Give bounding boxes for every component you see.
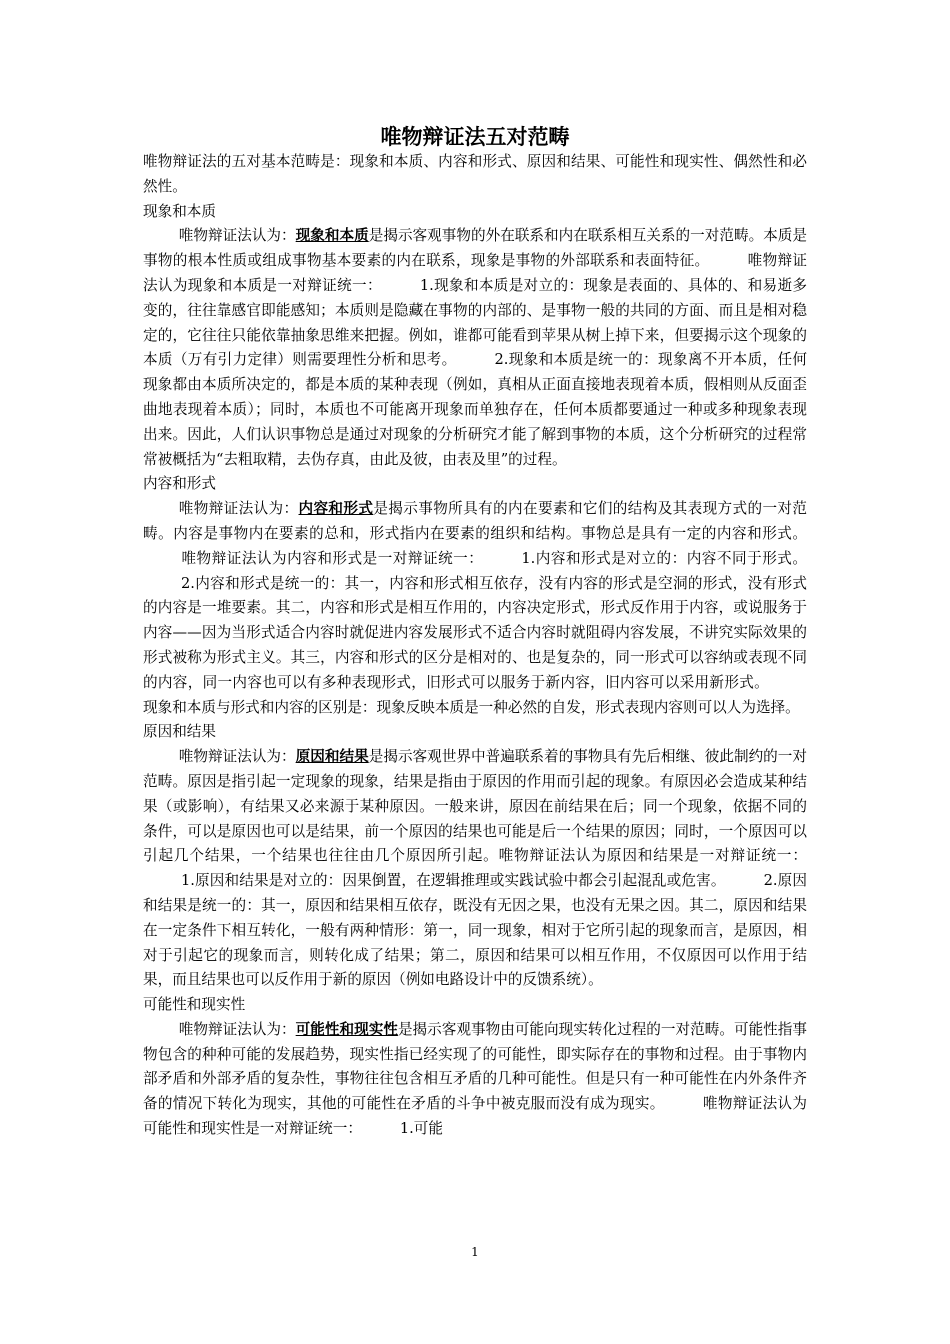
section-heading-cause-effect: 原因和结果: [143, 723, 216, 741]
section-heading-phenomenon-essence: 现象和本质: [143, 202, 216, 220]
section-heading-content-form: 内容和形式: [143, 475, 216, 493]
paragraph-segment: 1.原因和结果是对立的：因果倒置，在逻辑推理或实践试验中都会引起混乱或危害。: [180, 872, 726, 890]
paragraph-segment: 现象和本质与形式和内容的区别是：现象反映本质是一种必然的自发，形式表现内容则可以人为选择。: [143, 698, 800, 716]
key-term: 可能性和现实性: [295, 1020, 398, 1038]
section-lead: 唯物辩证法认为：: [178, 227, 296, 245]
paragraph-segment: 2.内容和形式是统一的：其一，内容和形式相互依存，没有内容的形式是空洞的形式，没有形式的内容是一堆要素。其二，内容和形式是相互作用的，内容决定形式，形式反作用于内容，或说服务于内容——因为当形式适合内容时就促进内容发展形式不适合内容时就阻碍内容发展，不讲究实际效果的形式被称为形式主义。其三，内容和形式的区分是相对的、也是复杂的，同一形式可以容纳或表现不同的内容，同一内容也可以有多种表现形式，旧形式可以服务于新内容，旧内容可以采用新形式。: [143, 574, 807, 691]
section-lead: 唯物辩证法认为：: [178, 500, 299, 518]
paragraph-segment: 唯物辩证法认为现象和本质是一对辩证统一：: [143, 252, 807, 294]
section-paragraph-content-form: [143, 497, 807, 720]
section-lead: 唯物辩证法认为：: [178, 748, 296, 766]
key-term: 原因和结果: [295, 748, 369, 766]
section-heading-possibility-reality: 可能性和现实性: [143, 996, 246, 1014]
section-lead: 唯物辩证法认为：: [178, 1020, 296, 1038]
key-term: 内容和形式: [298, 500, 374, 518]
paragraph-segment: 是揭示客观世界中普遍联系着的事物具有先后相继、彼此制约的一对范畴。原因是指引起一定现象的现象，结果是指由于原因的作用而引起的现象。有原因必会造成某种结果（或影响），有结果又必来源于某种原因。一般来讲，原因在前结果在后；同一个现象，依据不同的条件，可以是原因也可以是结果，前一个原因的结果也可能是后一个结果的原因；同时，一个原因可以引起几个结果，一个结果也往往由几个原因所引起。唯物辩证法认为原因和结果是一对辩证统一：: [143, 748, 807, 865]
paragraph-segment: 是揭示客观事物由可能向现实转化过程的一对范畴。可能性指事物包含的种种可能的发展趋势，现实性指已经实现了的可能性，即实际存在的事物和过程。由于事物内部矛盾和外部矛盾的复杂性，事物往往包含相互矛盾的几种可能性。但是只有一种可能性在内外条件齐备的情况下转化为现实，其他的可能性在矛盾的斗争中被克服而没有成为现实。: [143, 1020, 807, 1113]
section-paragraph-phenomenon-essence: [143, 224, 807, 472]
paragraph-segment: 是揭示事物所具有的内在要素和它们的结构及其表现方式的一对范畴。内容是事物内在要素的总和，形式指内在要素的组织和结构。事物总是具有一定的内容和形式。: [143, 500, 807, 542]
paragraph-segment: 唯物辩证法认为内容和形式是一对辩证统一：: [180, 549, 484, 567]
key-term: 现象和本质: [295, 227, 369, 245]
paragraph-segment: 是揭示客观事物的外在联系和内在联系相互关系的一对范畴。本质是事物的根本性质或组成事物基本要素的内在联系，现象是事物的外部联系和表面特征。: [143, 227, 807, 270]
paragraph-segment: 1.内容和形式是对立的：内容不同于形式。: [521, 549, 807, 567]
section-paragraph-possibility-reality: [143, 1018, 807, 1142]
document-title: 唯物辩证法五对范畴: [380, 124, 570, 149]
paragraph-segment: 1.可能: [399, 1120, 443, 1138]
paragraph-segment: 唯物辩证法认为可能性和现实性是一对辩证统一：: [143, 1095, 807, 1138]
page-number: 1: [471, 1245, 479, 1259]
paragraph-segment: 2.原因和结果是统一的：其一，原因和结果相互依存，既没有无因之果，也没有无果之因。其二，原因和结果在一定条件下相互转化，一般有两种情形：第一，同一现象，相对于它所引起的现象而言，是原因，相对于引起它的现象而言，则转化成了结果；第二，原因和结果可以相互作用，不仅原因可以作用于结果，而且结果也可以反作用于新的原因（例如电路设计中的反馈系统）。: [143, 872, 807, 989]
paragraph-segment: 1.现象和本质是对立的：现象是表面的、具体的、和易逝多变的，往往靠感官即能感知；本质则是隐藏在事物的内部的、是事物一般的共同的方面、而且是相对稳定的，它往往只能依靠抽象思维来把握。例如，谁都可能看到苹果从树上掉下来，但要揭示这个现象的本质（万有引力定律）则需要理性分析和思考。: [143, 276, 807, 369]
intro-paragraph: 唯物辩证法的五对基本范畴是：现象和本质、内容和形式、原因和结果、可能性和现实性、偶然性和必然性。: [143, 153, 807, 195]
document-body: [143, 150, 807, 1142]
paragraph-segment: 2.现象和本质是统一的：现象离不开本质，任何现象都由本质所决定的，都是本质的某种表现（例如，真相从正面直接地表现着本质，假相则从反面歪曲地表现着本质）；同时，本质也不可能离开现象而单独存在，任何本质都要通过一种或多种现象表现出来。因此，人们认识事物总是通过对现象的分析研究才能了解到事物的本质，这个分析研究的过程常常被概括为“去粗取精，去伪存真，由此及彼，由表及里”的过程。: [143, 351, 807, 468]
section-paragraph-cause-effect: [143, 745, 807, 993]
